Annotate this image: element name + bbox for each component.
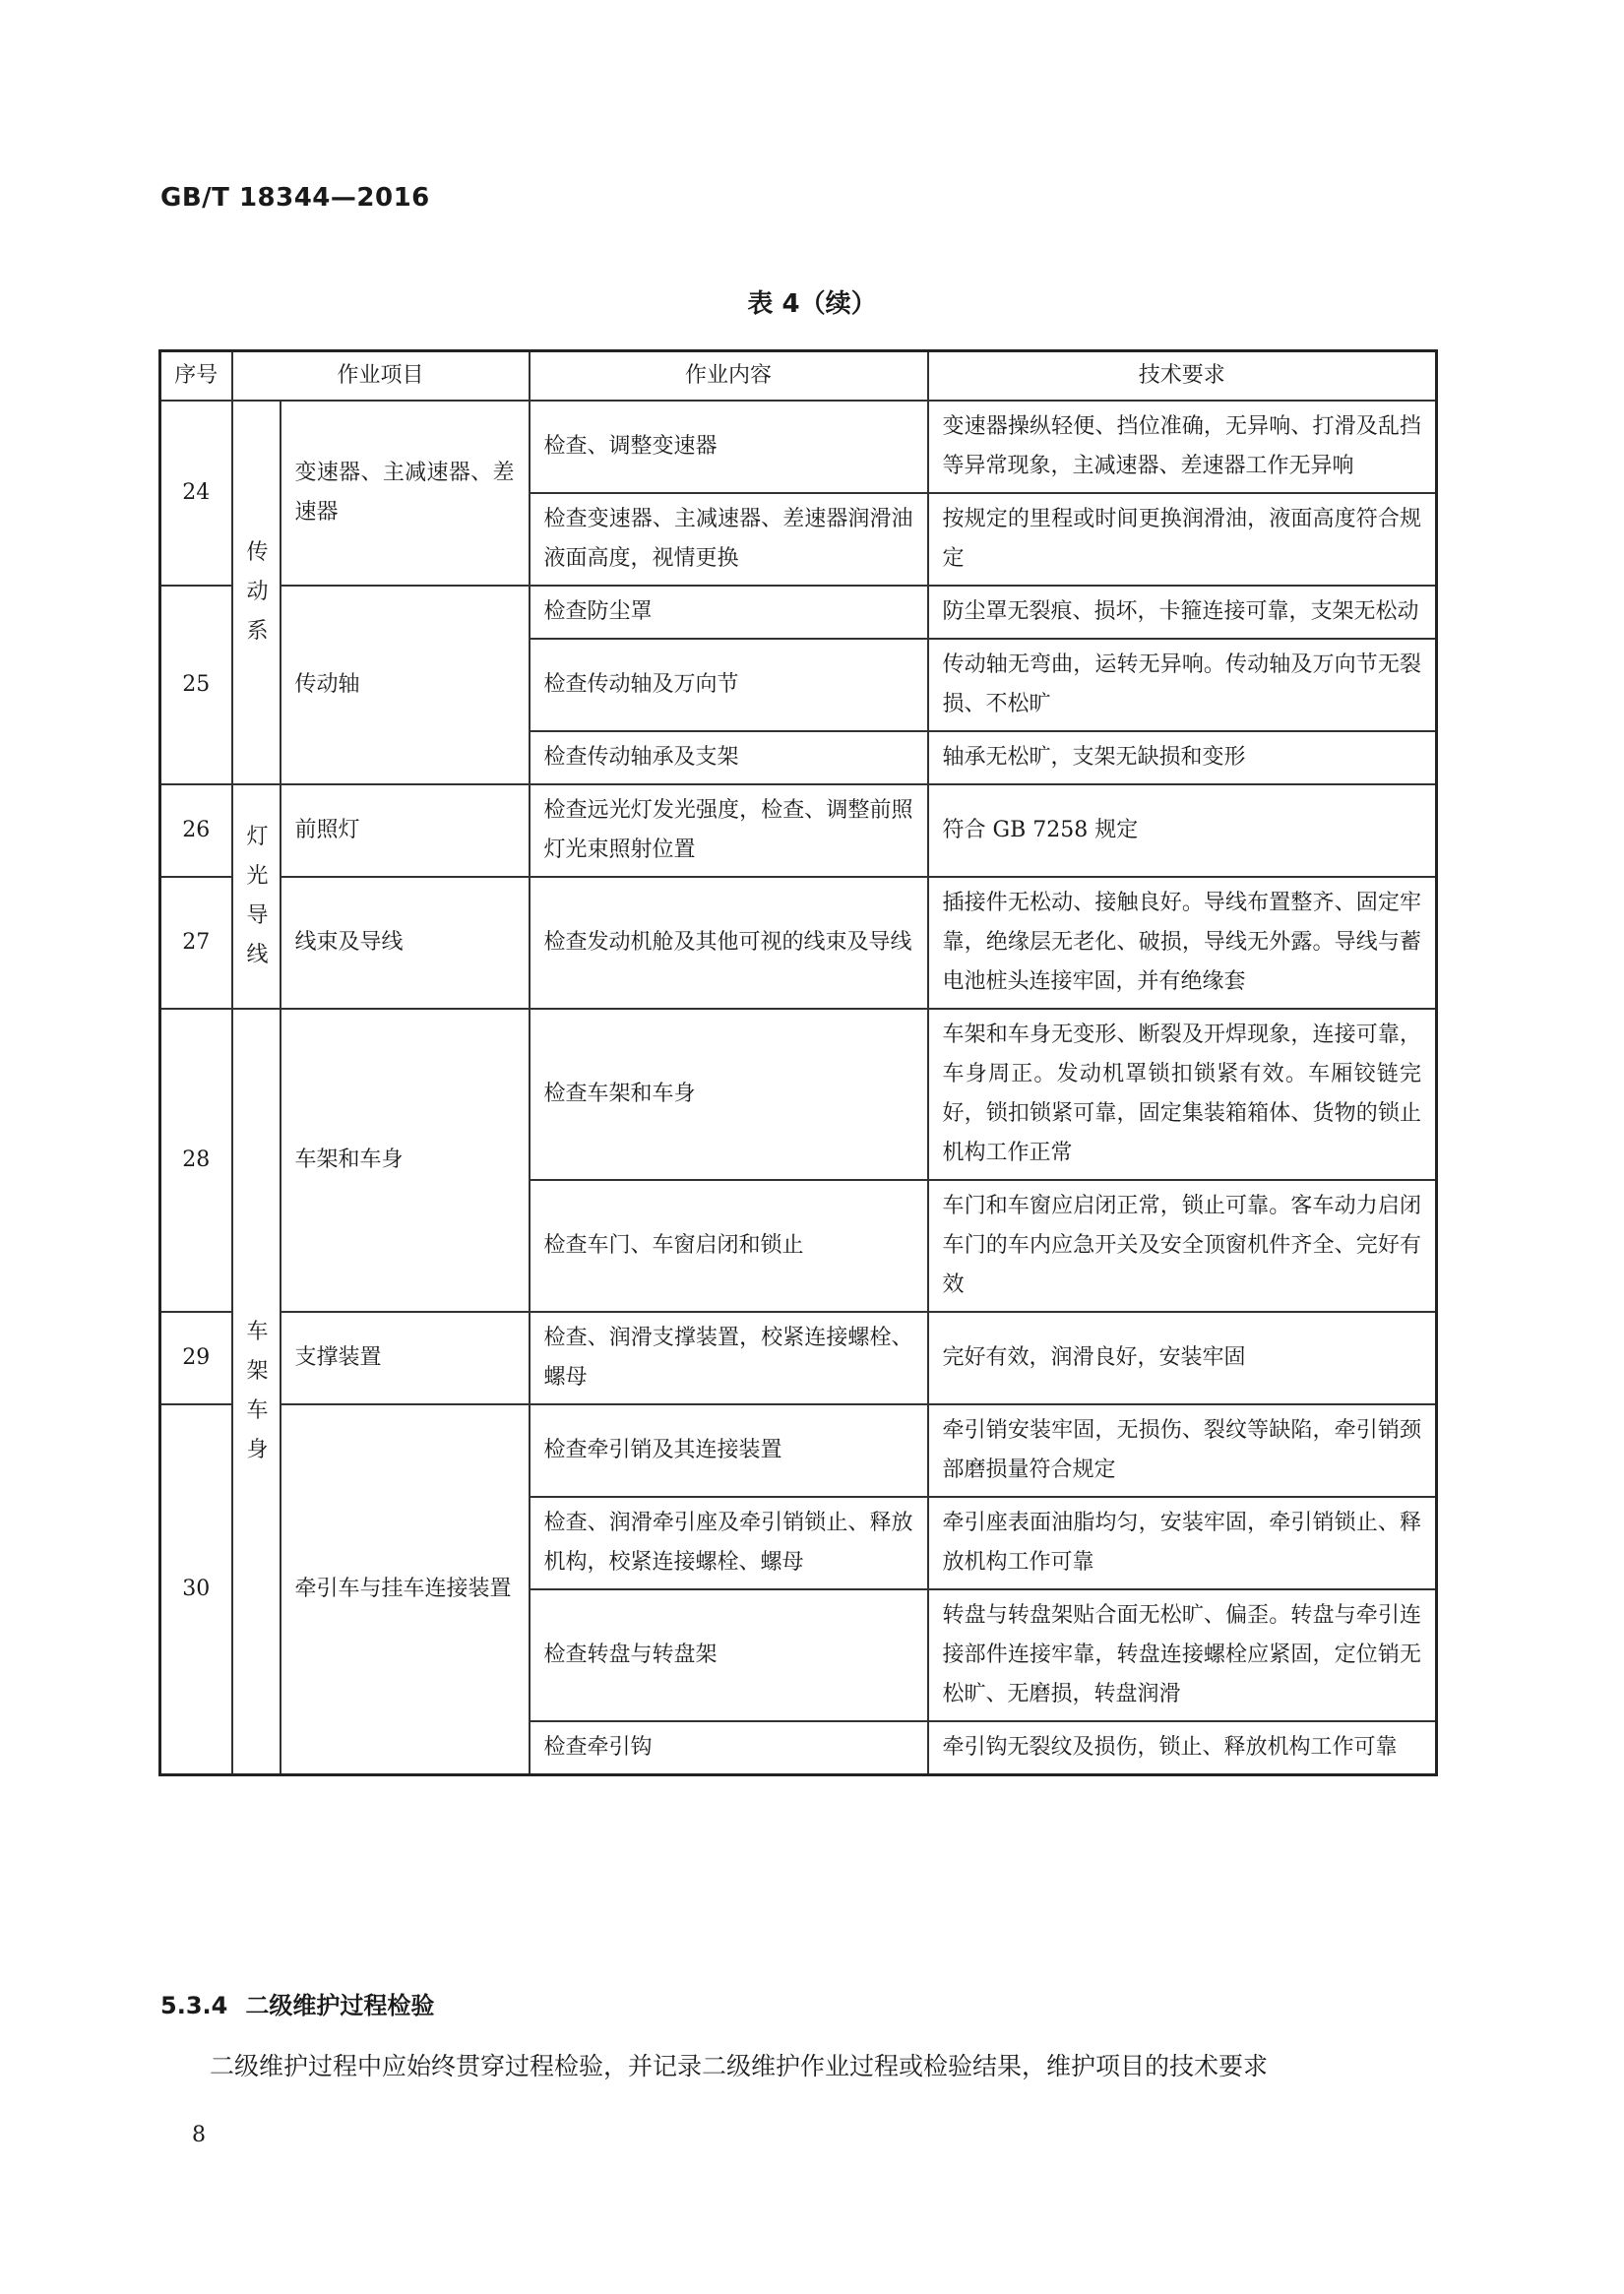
document-code: GB/T 18344—2016	[160, 183, 430, 213]
technical-requirement: 转盘与转盘架贴合面无松旷、偏歪。转盘与牵引连接部件连接牢靠，转盘连接螺栓应紧固，定位销无松旷、无磨损，转盘润滑	[928, 1589, 1437, 1721]
system-label-frame: 车架车身	[232, 1009, 281, 1775]
technical-requirement: 插接件无松动、接触良好。导线布置整齐、固定牢靠，绝缘层无老化、破损，导线无外露。导线与蓄电池桩头连接牢固，并有绝缘套	[928, 877, 1437, 1009]
table-row	[160, 586, 1437, 639]
section-number: 5.3.4	[160, 1992, 228, 2019]
work-content: 检查、润滑牵引座及牵引销锁止、释放机构，校紧连接螺栓、螺母	[530, 1497, 928, 1589]
technical-requirement: 牵引钩无裂纹及损伤，锁止、释放机构工作可靠	[928, 1721, 1437, 1775]
work-content: 检查牵引钩	[530, 1721, 928, 1775]
system-label-transmission: 传动系	[232, 401, 281, 784]
technical-requirement: 变速器操纵轻便、挡位准确，无异响、打滑及乱挡等异常现象，主减速器、差速器工作无异响	[928, 401, 1437, 493]
column-header-content: 作业内容	[530, 351, 928, 402]
row-number: 29	[160, 1312, 232, 1404]
technical-requirement: 完好有效，润滑良好，安装牢固	[928, 1312, 1437, 1404]
technical-requirement: 轴承无松旷，支架无缺损和变形	[928, 731, 1437, 784]
maintenance-table	[158, 349, 1438, 1776]
technical-requirement: 车架和车身无变形、断裂及开焊现象，连接可靠，车身周正。发动机罩锁扣锁紧有效。车厢铰链完好，锁扣锁紧可靠，固定集装箱箱体、货物的锁止机构工作正常	[928, 1009, 1437, 1180]
work-content: 检查车架和车身	[530, 1009, 928, 1180]
table-row	[160, 401, 1437, 493]
column-header-item: 作业项目	[232, 351, 530, 402]
row-number: 24	[160, 401, 232, 586]
work-content: 检查、调整变速器	[530, 401, 928, 493]
work-content: 检查车门、车窗启闭和锁止	[530, 1180, 928, 1312]
work-content: 检查传动轴及万向节	[530, 639, 928, 731]
technical-requirement: 车门和车窗应启闭正常，锁止可靠。客车动力启闭车门的车内应急开关及安全顶窗机件齐全、完好有效	[928, 1180, 1437, 1312]
system-label-lighting: 灯光导线	[232, 784, 281, 1009]
row-number: 26	[160, 784, 232, 877]
work-content: 检查变速器、主减速器、差速器润滑油液面高度，视情更换	[530, 493, 928, 586]
table-row	[160, 1312, 1437, 1404]
work-item: 前照灯	[281, 784, 530, 877]
technical-requirement: 符合 GB 7258 规定	[928, 784, 1437, 877]
technical-requirement: 防尘罩无裂痕、损坏，卡箍连接可靠，支架无松动	[928, 586, 1437, 639]
work-item: 线束及导线	[281, 877, 530, 1009]
page-number: 8	[192, 2123, 206, 2147]
row-number: 25	[160, 586, 232, 784]
row-number: 30	[160, 1404, 232, 1775]
work-content: 检查、润滑支撑装置，校紧连接螺栓、螺母	[530, 1312, 928, 1404]
table-header-row	[160, 351, 1437, 402]
work-content: 检查发动机舱及其他可视的线束及导线	[530, 877, 928, 1009]
work-content: 检查转盘与转盘架	[530, 1589, 928, 1721]
table-caption: 表 4（续）	[747, 289, 877, 319]
technical-requirement: 按规定的里程或时间更换润滑油，液面高度符合规定	[928, 493, 1437, 586]
table-row	[160, 1009, 1437, 1180]
row-number: 27	[160, 877, 232, 1009]
work-content: 检查传动轴承及支架	[530, 731, 928, 784]
work-item: 支撑装置	[281, 1312, 530, 1404]
column-header-no: 序号	[160, 351, 232, 402]
row-number: 28	[160, 1009, 232, 1312]
work-item: 车架和车身	[281, 1009, 530, 1312]
column-header-requirement: 技术要求	[928, 351, 1437, 402]
work-content: 检查远光灯发光强度，检查、调整前照灯光束照射位置	[530, 784, 928, 877]
section-paragraph: 二级维护过程中应始终贯穿过程检验，并记录二级维护作业过程或检验结果，维护项目的技术要求	[210, 2052, 1269, 2080]
section-heading	[160, 1986, 434, 2020]
technical-requirement: 传动轴无弯曲，运转无异响。传动轴及万向节无裂损、不松旷	[928, 639, 1437, 731]
work-item: 牵引车与挂车连接装置	[281, 1404, 530, 1775]
work-content: 检查防尘罩	[530, 586, 928, 639]
work-item: 传动轴	[281, 586, 530, 784]
section-title: 二级维护过程检验	[245, 1992, 435, 2019]
technical-requirement: 牵引座表面油脂均匀，安装牢固，牵引销锁止、释放机构工作可靠	[928, 1497, 1437, 1589]
table-row	[160, 1404, 1437, 1497]
work-item: 变速器、主减速器、差速器	[281, 401, 530, 586]
work-content: 检查牵引销及其连接装置	[530, 1404, 928, 1497]
table-row	[160, 784, 1437, 877]
technical-requirement: 牵引销安装牢固，无损伤、裂纹等缺陷，牵引销颈部磨损量符合规定	[928, 1404, 1437, 1497]
table-row	[160, 877, 1437, 1009]
